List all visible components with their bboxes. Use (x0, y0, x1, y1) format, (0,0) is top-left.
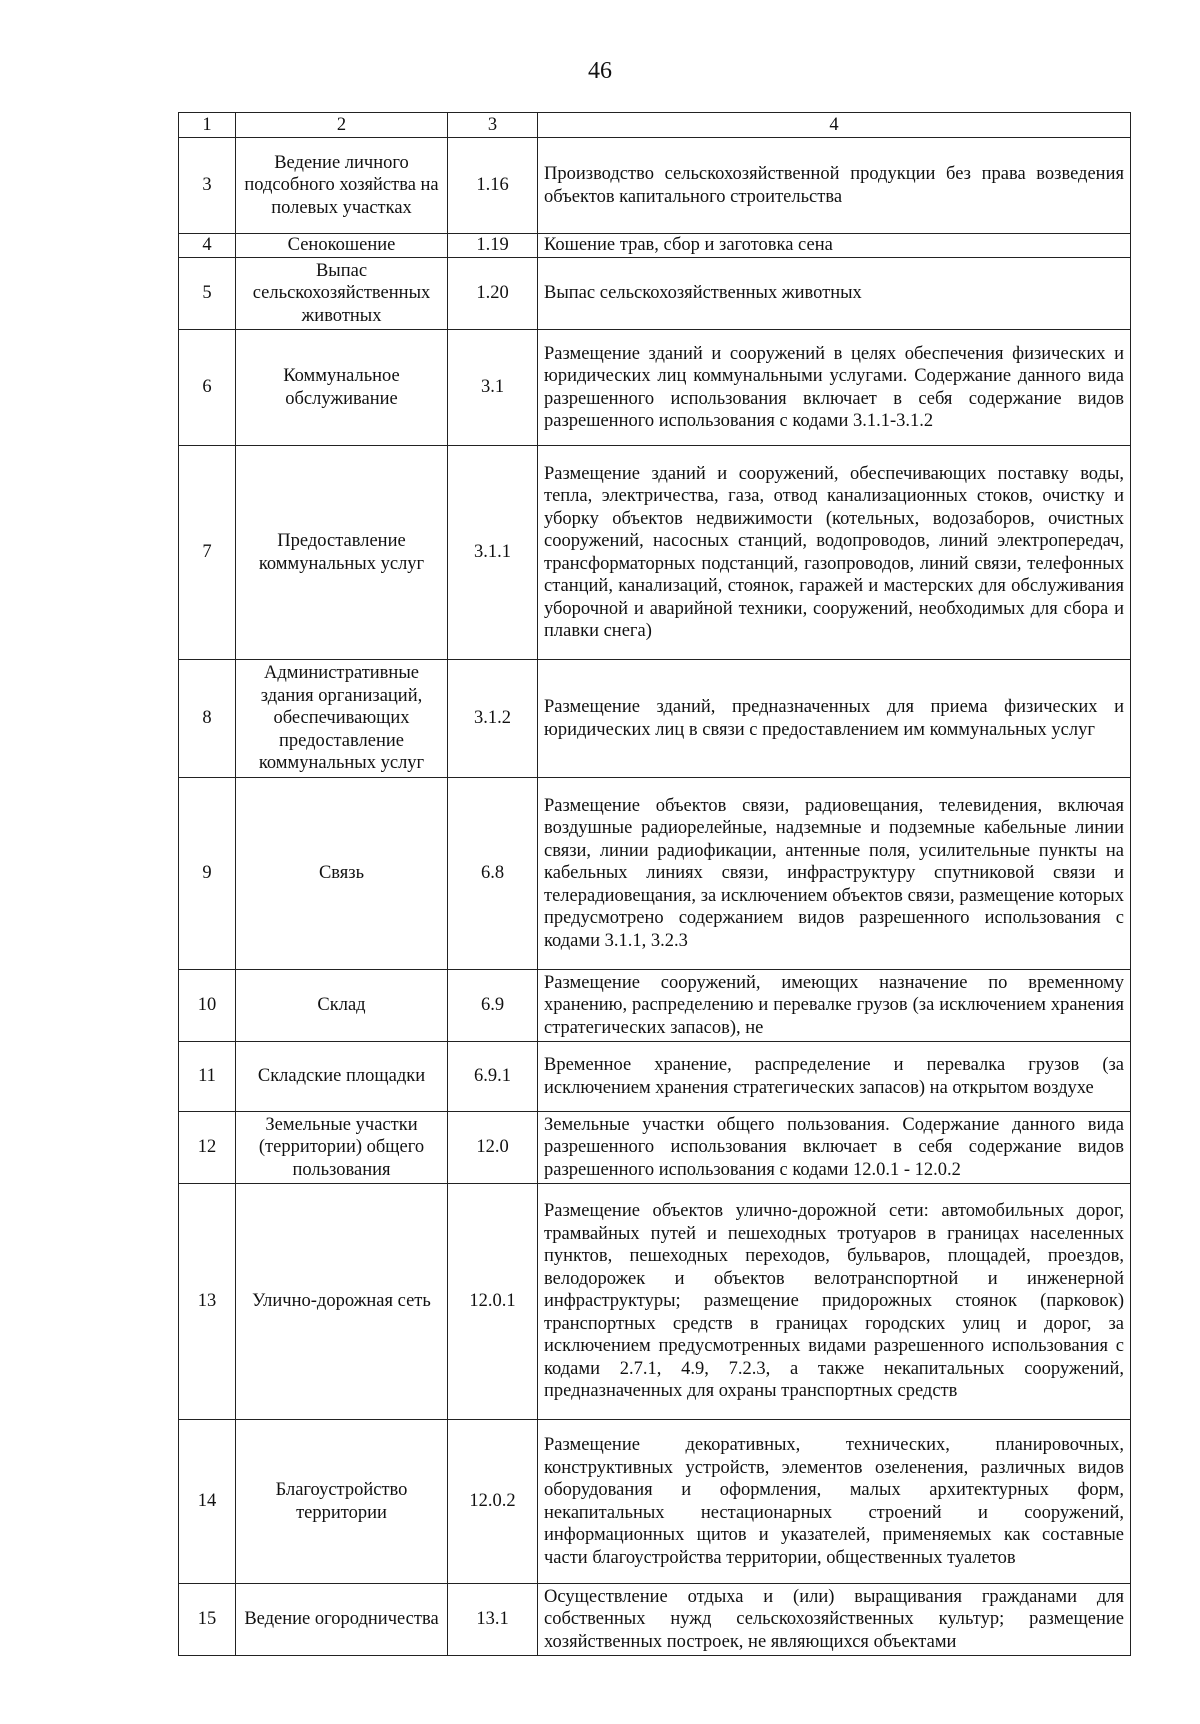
use-code: 6.9.1 (448, 1042, 538, 1112)
row-number: 13 (179, 1184, 236, 1420)
use-description: Размещение зданий и сооружений в целях обеспечения физических и юридических лиц коммунальными услугами. Содержание данного вида разрешенного использования включает в себя содержание видов разрешенного использования с кодами 3.1.1-3.1.2 (538, 330, 1131, 446)
use-name: Земельные участки (территории) общего пользования (236, 1112, 448, 1184)
row-number: 11 (179, 1042, 236, 1112)
row-number: 3 (179, 138, 236, 234)
use-description: Размещение сооружений, имеющих назначение по временному хранению, распределению и перевалке грузов (за исключением хранения стратегических запасов), не (538, 970, 1131, 1042)
use-code: 3.1.2 (448, 660, 538, 778)
use-code: 3.1.1 (448, 446, 538, 660)
table-row (179, 778, 1131, 970)
use-name: Склад (236, 970, 448, 1042)
use-code: 6.9 (448, 970, 538, 1042)
use-code: 1.19 (448, 234, 538, 258)
use-description: Размещение объектов улично-дорожной сети: автомобильных дорог, трамвайных путей и пешеходных тротуаров в границах населенных пунктов, пешеходных переходов, бульваров, площадей, проездов, велодорожек и объектов велотранспортной и инженерной инфраструктуры; размещение придорожных стоянок (парковок) транспортных средств в границах городских улиц и дорог, за исключением предусмотренных видами разрешенного использования с кодами 2.7.1, 4.9, 7.2.3, а также некапитальных сооружений, предназначенных для охраны транспортных средств (538, 1184, 1131, 1420)
table-row (179, 234, 1131, 258)
table-row (179, 1042, 1131, 1112)
use-description: Осуществление отдыха и (или) выращивания гражданами для собственных нужд сельскохозяйственных культур; размещение хозяйственных построек, не являющихся объектами (538, 1584, 1131, 1656)
use-name: Ведение личного подсобного хозяйства на полевых участках (236, 138, 448, 234)
row-number: 5 (179, 258, 236, 330)
use-description: Выпас сельскохозяйственных животных (538, 258, 1131, 330)
use-description: Размещение объектов связи, радиовещания, телевидения, включая воздушные радиорелейные, надземные и подземные кабельные линии связи, линии радиофикации, антенные поля, усилительные пункты на кабельных линиях связи, инфраструктуру спутниковой связи и телерадиовещания, за исключением объектов связи, размещение которых предусмотрено содержанием видов разрешенного использования с кодами 3.1.1, 3.2.3 (538, 778, 1131, 970)
use-description: Размещение декоративных, технических, планировочных, конструктивных устройств, элементов озеленения, различных видов оборудования и оформления, малых архитектурных форм, некапитальных нестационарных строений и сооружений, информационных щитов и указателей, применяемых как составные части благоустройства территории, общественных туалетов (538, 1420, 1131, 1584)
use-name: Ведение огородничества (236, 1584, 448, 1656)
row-number: 15 (179, 1584, 236, 1656)
table-row (179, 1112, 1131, 1184)
table-row (179, 330, 1131, 446)
use-code: 1.16 (448, 138, 538, 234)
table-row (179, 446, 1131, 660)
use-name: Благоустройство территории (236, 1420, 448, 1584)
use-code: 6.8 (448, 778, 538, 970)
table-row (179, 258, 1131, 330)
row-number: 7 (179, 446, 236, 660)
use-name: Выпас сельскохозяйственных животных (236, 258, 448, 330)
use-code: 12.0 (448, 1112, 538, 1184)
use-name: Сенокошение (236, 234, 448, 258)
page-number: 46 (588, 58, 612, 84)
table-row (179, 138, 1131, 234)
row-number: 4 (179, 234, 236, 258)
land-use-table (178, 112, 1131, 1656)
use-code: 13.1 (448, 1584, 538, 1656)
table-row (179, 660, 1131, 778)
row-number: 9 (179, 778, 236, 970)
use-description: Производство сельскохозяйственной продукции без права возведения объектов капитального строительства (538, 138, 1131, 234)
header-cell: 1 (179, 113, 236, 138)
row-number: 12 (179, 1112, 236, 1184)
use-name: Административные здания организаций, обеспечивающих предоставление коммунальных услуг (236, 660, 448, 778)
row-number: 8 (179, 660, 236, 778)
table-header-row (179, 113, 1131, 138)
use-name: Улично-дорожная сеть (236, 1184, 448, 1420)
row-number: 10 (179, 970, 236, 1042)
use-name: Связь (236, 778, 448, 970)
use-name: Предоставление коммунальных услуг (236, 446, 448, 660)
header-cell: 4 (538, 113, 1131, 138)
header-cell: 3 (448, 113, 538, 138)
row-number: 14 (179, 1420, 236, 1584)
use-code: 12.0.1 (448, 1184, 538, 1420)
use-code: 1.20 (448, 258, 538, 330)
use-code: 12.0.2 (448, 1420, 538, 1584)
use-description: Размещение зданий, предназначенных для приема физических и юридических лиц в связи с предоставлением им коммунальных услуг (538, 660, 1131, 778)
use-description: Размещение зданий и сооружений, обеспечивающих поставку воды, тепла, электричества, газа, отвод канализационных стоков, очистку и уборку объектов недвижимости (котельных, водозаборов, очистных сооружений, насосных станций, водопроводов, линий электропередач, трансформаторных подстанций, газопроводов, линий связи, телефонных станций, канализаций, стоянок, гаражей и мастерских для обслуживания уборочной и аварийной техники, сооружений, необходимых для сбора и плавки снега) (538, 446, 1131, 660)
use-description: Земельные участки общего пользования. Содержание данного вида разрешенного использования включает в себя содержание видов разрешенного использования с кодами 12.0.1 - 12.0.2 (538, 1112, 1131, 1184)
use-description: Временное хранение, распределение и перевалка грузов (за исключением хранения стратегических запасов) на открытом воздухе (538, 1042, 1131, 1112)
table-row (179, 970, 1131, 1042)
table-row (179, 1184, 1131, 1420)
use-description: Кошение трав, сбор и заготовка сена (538, 234, 1131, 258)
table-row (179, 1420, 1131, 1584)
use-code: 3.1 (448, 330, 538, 446)
use-name: Коммунальное обслуживание (236, 330, 448, 446)
use-name: Складские площадки (236, 1042, 448, 1112)
header-cell: 2 (236, 113, 448, 138)
table-row (179, 1584, 1131, 1656)
row-number: 6 (179, 330, 236, 446)
